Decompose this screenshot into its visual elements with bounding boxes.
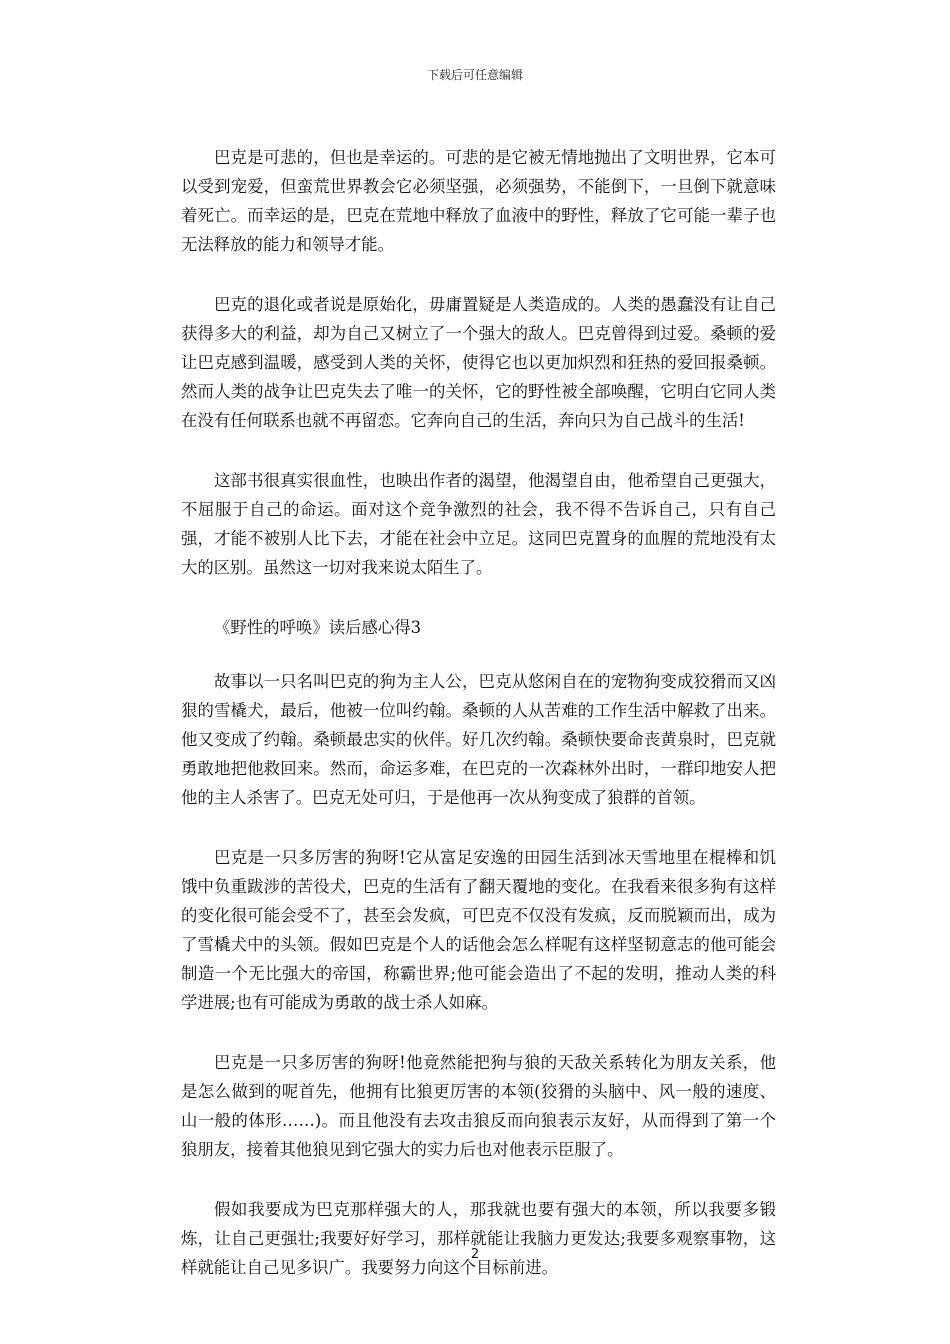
section-heading: 《野性的呼唤》读后感心得3: [214, 618, 422, 637]
paragraph-2: 巴克的退化或者说是原始化，毋庸置疑是人类造成的。人类的愚蠢没有让自己获得多大的利益，却为自己又树立了一个强大的敌人。巴克曾得到过爱。桑顿的爱让巴克感到温暖，感受到人类的关怀，使得它也以更加炽烈和狂热的爱回报桑顿。然而人类的战争让巴克失去了唯一的关怀，它的野性被全部唤醒，它明白它同人类在没有任何联系也就不再留恋。它奔向自己的生活，奔向只为自己战斗的生活!: [181, 295, 776, 430]
paragraph-5: 巴克是一只多厉害的狗呀!它从富足安逸的田园生活到冰天雪地里在棍棒和饥饿中负重跋涉的苦役犬，巴克的生活有了翻天覆地的变化。在我看来很多狗有这样的变化很可能会受不了，甚至会发疯，可巴克不仅没有发疯，反而脱颖而出，成为了雪橇犬中的头领。假如巴克是个人的话他会怎么样呢有这样坚韧意志的他可能会制造一个无比强大的帝国，称霸世界;他可能会造出了不起的发明，推动人类的科学进展;也有可能成为勇敢的战士杀人如麻。: [181, 848, 776, 1012]
paragraph-4: 故事以一只名叫巴克的狗为主人公，巴克从悠闲自在的宠物狗变成狡猾而又凶狠的雪橇犬，最后，他被一位叫约翰。桑顿的人从苦难的工作生活中解救了出来。他又变成了约翰。桑顿最忠实的伙伴。好几次约翰。桑顿快要命丧黄泉时，巴克就勇敢地把他救回来。然而，命运多难，在巴克的一次森林外出时，一群印地安人把他的主人杀害了。巴克无处可归，于是他再一次从狗变成了狼群的首领。: [181, 672, 776, 807]
paragraph-6: 巴克是一只多厉害的狗呀!他竟然能把狗与狼的天敌关系转化为朋友关系，他是怎么做到的呢首先，他拥有比狼更厉害的本领(狡猾的头脑中、风一般的速度、山一般的体形……)。而且他没有去攻击狼反而向狼表示友好，从而得到了第一个狼朋友，接着其他狼见到它强大的实力后也对他表示臣服了。: [181, 1053, 776, 1159]
paragraph-3: 这部书很真实很血性，也映出作者的渴望，他渴望自由，他希望自己更强大，不屈服于自己的命运。面对这个竞争激烈的社会，我不得不告诉自己，只有自己强，才能不被别人比下去，才能在社会中立足。这同巴克置身的血腥的荒地没有太大的区别。虽然这一切对我来说太陌生了。: [181, 471, 776, 577]
page-header: 下载后可任意编辑: [426, 68, 523, 82]
page-number: 2: [470, 1247, 480, 1262]
document-body: [181, 143, 776, 1313]
paragraph-7: 假如我要成为巴克那样强大的人，那我就也要有强大的本领，所以我要多锻炼，让自己更强壮;我要好好学习，那样就能让我脑力更发达;我要多观察事物，这样就能让自己见多识广。我要努力向这个目标前进。: [181, 1200, 776, 1277]
paragraph-1: 巴克是可悲的，但也是幸运的。可悲的是它被无情地抛出了文明世界，它本可以受到宠爱，但蛮荒世界教会它必须坚强，必须强势，不能倒下，一旦倒下就意味着死亡。而幸运的是，巴克在荒地中释放了血液中的野性，释放了它可能一辈子也无法释放的能力和领导才能。: [181, 148, 776, 254]
